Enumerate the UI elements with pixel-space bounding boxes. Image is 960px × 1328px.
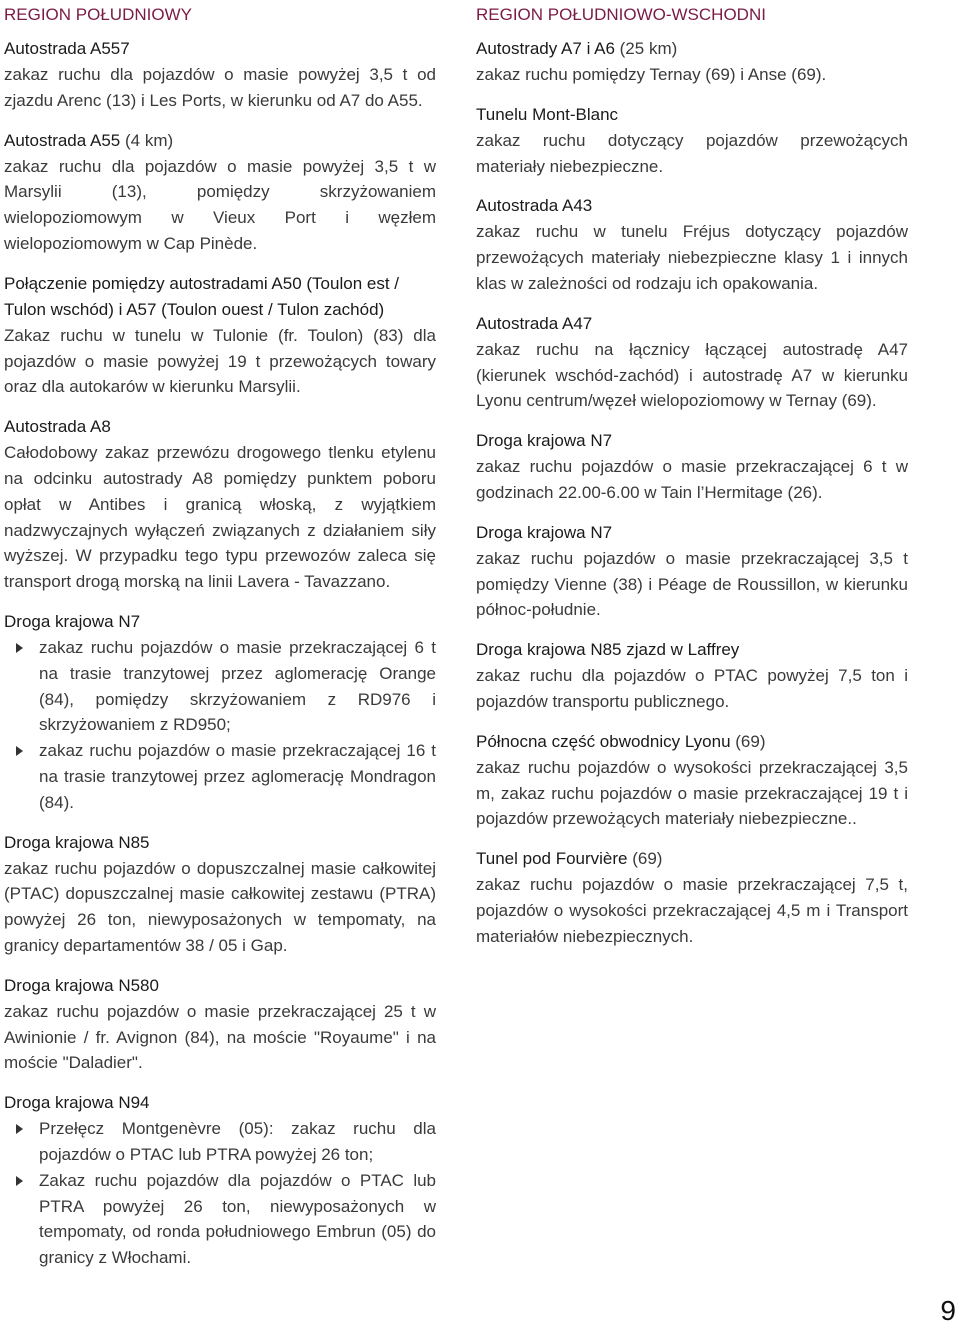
section <box>476 729 908 832</box>
bullet-item <box>4 738 436 815</box>
section-title <box>4 271 436 323</box>
section <box>476 193 908 296</box>
triangle-bullet-icon <box>16 1124 23 1134</box>
section-title <box>4 36 436 62</box>
section <box>476 637 908 715</box>
section <box>476 102 908 180</box>
section-body: zakaz ruchu na łącznicy łączącej autostradę A47 (kierunek wschód-zachód) i autostradę A7 w kierunku Lyonu centrum/węzeł wielopoziomowy w Ternay (69). <box>476 339 908 411</box>
section-title-extra: (4 km) <box>120 130 174 150</box>
section-title <box>4 609 436 635</box>
section-body: zakaz ruchu pojazdów o wysokości przekraczającej 3,5 m, zakaz ruchu pojazdów o masie przekraczającej 19 t i pojazdów przewożących materiały niebezpieczne.. <box>476 757 908 829</box>
bullet-list <box>4 1116 436 1271</box>
section-title <box>476 428 908 454</box>
section-body: zakaz ruchu pojazdów o masie przekraczającej 7,5 t, pojazdów o wysokości przekraczającej 4,5 m i Transport materiałów niebezpiecznych. <box>476 875 908 946</box>
section-body: zakaz ruchu dotyczący pojazdów przewożących materiały niebezpieczne. <box>476 130 908 176</box>
section-title-extra: (69) <box>627 849 663 869</box>
section-title-extra: (69) <box>730 731 766 751</box>
section <box>476 520 908 623</box>
bullet-text: Przełęcz Montgenèvre (05): zakaz ruchu dla pojazdów o PTAC lub PTRA powyżej 26 ton; <box>39 1119 436 1164</box>
right-sections <box>476 36 908 950</box>
section-title <box>476 520 908 546</box>
section <box>476 428 908 506</box>
bullet-item <box>4 635 436 738</box>
section-title-main: Tunel pod Fourvière <box>476 849 628 869</box>
section <box>4 271 436 400</box>
right-column <box>476 4 908 964</box>
section <box>4 414 436 595</box>
page-number: 9 <box>940 1295 956 1326</box>
section-title-main: Droga krajowa N85 zjazd w Laffrey <box>476 640 740 660</box>
section-title-main: Autostrada A557 <box>4 39 130 58</box>
section-title-main: Autostrada A43 <box>476 196 593 216</box>
section-title <box>476 193 908 219</box>
bullet-text: Zakaz ruchu pojazdów dla pojazdów o PTAC lub PTRA powyżej 26 ton, niewyposażonych w tempomaty, od ronda południowego Embrun (05) do granicy z Włochami. <box>39 1170 436 1268</box>
section-title-main: Połączenie pomiędzy autostradami A50 (Toulon est / Tulon wschód) i A57 (Toulon ouest / Tulon zachód) <box>4 273 400 319</box>
bullet-list <box>4 635 436 816</box>
section <box>4 830 436 959</box>
section-title-main: Droga krajowa N7 <box>4 611 141 631</box>
section-body: Zakaz ruchu w tunelu w Tulonie (fr. Toulon) (83) dla pojazdów o masie powyżej 19 t przewożących towary oraz dla autokarów w kierunku Marsylii. <box>4 325 436 397</box>
section-title-main: Tunelu Mont-Blanc <box>476 104 619 124</box>
triangle-bullet-icon <box>16 643 23 653</box>
section-title-main: Autostrada A8 <box>4 417 111 437</box>
section-body: zakaz ruchu pojazdów o masie przekraczającej 3,5 t pomiędzy Vienne (38) i Péage de Roussillon, w kierunku północ-południe. <box>476 548 908 620</box>
section-title-main: Droga krajowa N85 <box>4 832 150 852</box>
bullet-item <box>4 1116 436 1168</box>
section-body: zakaz ruchu pojazdów o masie przekraczającej 25 t w Awinionie / fr. Avignon (84), na moście "Royaume" i na moście "Daladier". <box>4 1001 436 1073</box>
section <box>476 36 908 88</box>
section <box>4 609 436 816</box>
section-title <box>4 128 436 154</box>
triangle-bullet-icon <box>16 1176 23 1186</box>
section-title-main: Droga krajowa N7 <box>476 431 613 451</box>
region-title-south: REGION POŁUDNIOWY <box>4 5 192 24</box>
section <box>476 311 908 414</box>
section-body: Całodobowy zakaz przewózu drogowego tlenku etylenu na odcinku autostrady A8 pomiędzy punktem poboru opłat w Antibes i granicą włoską, z wyjątkiem nadzwyczajnych wyłączeń związanych z działaniem siły wyższej. W przypadku tego typu przewozów zaleca się transport drogą morską na linii Lavera - Tavazzano. <box>4 443 436 592</box>
region-title-south-east: REGION POŁUDNIOWO-WSCHODNI <box>476 5 766 24</box>
section <box>4 973 436 1076</box>
section-title <box>4 830 436 856</box>
section-title-main: Autostrada A47 <box>476 313 593 333</box>
section-body: zakaz ruchu dla pojazdów o PTAC powyżej 7,5 ton i pojazdów transportu publicznego. <box>476 666 908 711</box>
section-title <box>4 414 436 440</box>
section-body: zakaz ruchu pomiędzy Ternay (69) i Anse (69). <box>476 65 827 84</box>
section <box>4 36 436 114</box>
left-sections <box>4 36 436 1271</box>
section-title <box>476 846 908 872</box>
left-column <box>4 4 436 1285</box>
section-body: zakaz ruchu pojazdów o masie przekraczającej 6 t w godzinach 22.00-6.00 w Tain l’Hermitage (26). <box>476 457 908 502</box>
section-title-main: Północna część obwodnicy Lyonu <box>476 731 731 751</box>
section-body: zakaz ruchu dla pojazdów o masie powyżej 3,5 t od zjazdu Arenc (13) i Les Ports, w kierunku od A7 do A55. <box>4 65 436 110</box>
section-title <box>4 1090 436 1116</box>
triangle-bullet-icon <box>16 746 23 756</box>
section-title <box>476 36 908 62</box>
section <box>4 1090 436 1271</box>
section-title <box>476 311 908 337</box>
section-title-main: Droga krajowa N580 <box>4 975 159 995</box>
section-title <box>4 973 436 999</box>
section-title-main: Droga krajowa N7 <box>476 522 613 542</box>
bullet-text: zakaz ruchu pojazdów o masie przekraczającej 6 t na trasie tranzytowej przez aglomerację Orange (84), pomiędzy skrzyżowaniem z RD976 i skrzyżowaniem z RD950; <box>39 637 436 735</box>
section-title <box>476 102 908 128</box>
bullet-item <box>4 1168 436 1271</box>
section-title-main: Autostrady A7 i A6 <box>476 39 615 58</box>
section-title-extra: (25 km) <box>614 39 678 58</box>
section-body: zakaz ruchu pojazdów o dopuszczalnej masie całkowitej (PTAC) dopuszczalnej masie całkowitej zestawu (PTRA) powyżej 26 ton, niewyposażonych w tempomaty, na granicy departamentów 38 / 05 i Gap. <box>4 858 436 955</box>
section-body: zakaz ruchu w tunelu Fréjus dotyczący pojazdów przewożących materiały niebezpieczne klasy 1 i innych klas w zależności od rodzaju ich opakowania. <box>476 222 908 293</box>
section-title-main: Droga krajowa N94 <box>4 1093 150 1113</box>
section <box>476 846 908 949</box>
section-body: zakaz ruchu dla pojazdów o masie powyżej 3,5 t w Marsylii (13), pomiędzy skrzyżowaniem wielopoziomowym w Vieux Port i węzłem wielopoziomowym w Cap Pinède. <box>4 156 436 253</box>
section-title <box>476 729 908 755</box>
bullet-text: zakaz ruchu pojazdów o masie przekraczającej 16 t na trasie tranzytowej przez aglomerację Mondragon (84). <box>39 741 436 812</box>
section-title-main: Autostrada A55 <box>4 130 121 150</box>
section-title <box>476 637 908 663</box>
section <box>4 128 436 257</box>
